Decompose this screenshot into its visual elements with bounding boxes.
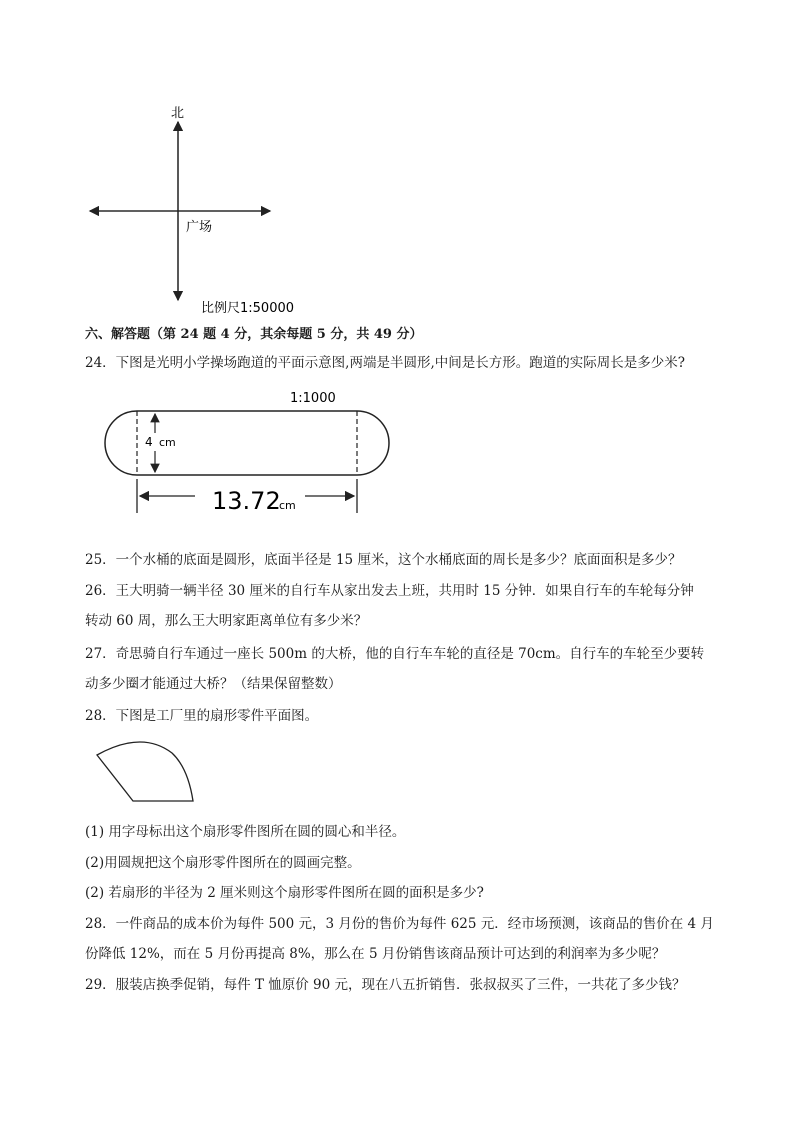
scale-label: 比例尺1:50000	[201, 301, 295, 316]
question-28a-sub2: (2)用圆规把这个扇形零件图所在的圆画完整。	[85, 855, 361, 871]
question-26-line2: 转动 60 周，那么王大明家距离单位有多少米？	[85, 613, 368, 629]
question-24-text: 24．下图是光明小学操场跑道的平面示意图,两端是半圆形,中间是长方形。跑道的实际周长是多少米?	[85, 355, 685, 371]
length-value: 13.72	[212, 487, 281, 515]
question-29-text: 29．服装店换季促销，每件 T 恤原价 90 元，现在八五折销售．张叔叔买了三件，一共花了多少钱？	[85, 977, 686, 993]
length-unit: cm	[279, 499, 296, 512]
compass-diagram	[80, 100, 310, 320]
question-27-line1: 27．奇思骑自行车通过一座长 500m 的大桥，他的自行车车轮的直径是 70cm。自行车的车轮至少要转	[85, 646, 705, 662]
running-track-diagram	[95, 385, 405, 520]
height-unit: cm	[159, 436, 176, 449]
question-26-line1: 26．王大明骑一辆半径 30 厘米的自行车从家出发去上班，共用时 15 分钟．如果自行车的车轮每分钟	[85, 583, 694, 599]
question-28b-line2: 份降低 12%，而在 5 月份再提高 8%，那么在 5 月份销售该商品预计可达到的利润率为多少呢？	[85, 946, 666, 962]
question-27-line2: 动多少圈才能通过大桥？（结果保留整数）	[85, 676, 342, 692]
center-label: 广场	[186, 220, 213, 235]
question-28a-text: 28．下图是工厂里的扇形零件平面图。	[85, 708, 319, 724]
north-label: 北	[171, 106, 185, 121]
section-heading: 六、解答题（第 24 题 4 分，其余每题 5 分，共 49 分）	[85, 327, 423, 342]
track-scale-label: 1:1000	[290, 391, 336, 406]
height-value: 4	[145, 435, 153, 449]
question-25-text: 25．一个水桶的底面是圆形，底面半径是 15 厘米，这个水桶底面的周长是多少？底面面积是多少？	[85, 552, 682, 568]
question-28a-sub1: (1) 用字母标出这个扇形零件图所在圆的圆心和半径。	[85, 824, 406, 840]
sector-shape	[97, 742, 193, 801]
question-28a-sub3: (2) 若扇形的半径为 2 厘米则这个扇形零件图所在圆的面积是多少?	[85, 885, 484, 901]
sector-diagram	[90, 738, 205, 808]
question-28b-line1: 28．一件商品的成本价为每件 500 元，3 月份的售价为每件 625 元．经市场预测，该商品的售价在 4 月	[85, 916, 714, 932]
